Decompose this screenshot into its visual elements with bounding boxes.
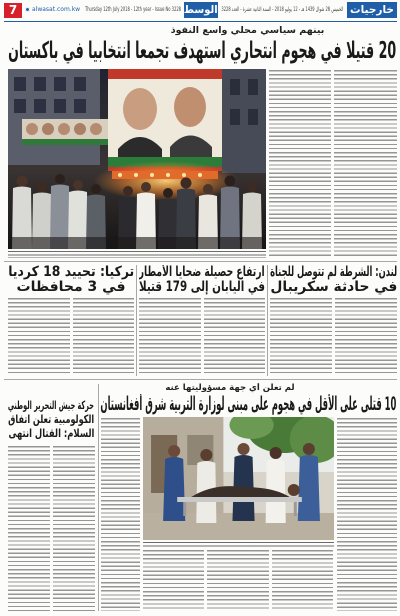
section-divider <box>4 379 397 380</box>
colombia-headline-text: حركة جيش التحرير الوطني <box>8 398 94 412</box>
pakistan-kicker-text: بينهم سياسي محلي واسع النفوذ <box>170 25 325 36</box>
afghanistan-headline-text: 10 قتلى على الأقل في هجوم على مبنى لوزارة التربية شرق أفغانستان <box>100 394 396 415</box>
election-banner <box>108 69 222 171</box>
london-headline-text: في حادثة سكريبال <box>270 280 397 295</box>
section-divider <box>4 261 397 262</box>
japan-body-column <box>204 298 265 376</box>
japan-headline-line <box>139 280 265 295</box>
turkey-body-column <box>73 298 134 376</box>
london-headline-text: لندن: الشرطة لم تتوصل للجناة <box>270 265 397 280</box>
english-date-text: Thursday 12th July 2018 - 12th year - Issue No 3228 <box>85 6 181 13</box>
japan-body-column <box>139 298 201 376</box>
colombia-body-column <box>53 446 95 611</box>
london-body-column <box>335 298 397 376</box>
newspaper-logo-text: الوسط <box>184 4 218 16</box>
turkey-headline-line <box>8 265 134 280</box>
arabic-date-line <box>221 5 343 14</box>
pakistan-kicker <box>150 25 345 37</box>
website-line-content <box>25 5 80 14</box>
pakistan-photo-caption <box>8 251 266 258</box>
section-tab-text: خارجيات <box>350 4 394 16</box>
section-tab <box>347 2 397 18</box>
afghanistan-photo-caption <box>143 542 334 547</box>
london-body-column <box>270 298 332 376</box>
afghanistan-body-column <box>101 418 140 611</box>
colombia-body-column <box>8 446 50 611</box>
afghanistan-kicker-text: لم تعلن أي جهة مسؤوليتها عنه <box>165 383 295 393</box>
building-right <box>222 69 266 173</box>
header-rule <box>4 21 397 22</box>
afghanistan-kicker <box>130 383 330 394</box>
ground <box>8 237 266 249</box>
stage-lights <box>112 171 218 179</box>
column-divider <box>136 265 137 376</box>
colombia-headline-text: السلام: القتال انتهى <box>8 426 94 440</box>
pakistan-headline-text: 20 قتيلا في هجوم انتحاري استهدف تجمعا انتخابيا في باكستان <box>8 38 396 64</box>
pakistan-headline <box>8 37 396 66</box>
website-text: alwasat.com.kw <box>32 6 81 13</box>
arabic-date-text: الخميس 28 شوال 1439 هـ - 12 يوليو 2018 - السنة الثانية عشرة - العدد 3228 <box>221 6 343 13</box>
london-headline-line <box>270 265 397 280</box>
london-headline-line <box>270 280 397 295</box>
column-divider <box>267 265 268 376</box>
japan-headline-text: في اليابان إلى 179 قتيلا <box>139 280 265 295</box>
poster-strip <box>22 119 108 145</box>
building-left <box>8 69 100 165</box>
pakistan-body-column <box>334 70 397 258</box>
japan-headline-text: ارتفاع حصيلة ضحايا الأمطار <box>139 265 265 280</box>
page-number: 7 <box>4 3 22 18</box>
turkey-headline-text: في 3 محافظات <box>16 280 126 295</box>
website-line <box>25 5 83 14</box>
afghanistan-body-column <box>207 550 269 611</box>
colombia-headline-line <box>8 426 94 440</box>
colombia-headline-line <box>8 398 94 412</box>
colombia-headline-text: الكولومبية تعلن اتفاق <box>8 412 94 426</box>
english-date-line <box>85 5 181 14</box>
newspaper-logo <box>184 2 218 18</box>
afghanistan-body-column <box>337 418 397 611</box>
globe-icon <box>25 7 30 12</box>
turkey-body-column <box>8 298 70 376</box>
pakistan-rally-photo <box>8 69 266 249</box>
japan-headline-line <box>139 265 265 280</box>
afghanistan-body-column <box>143 550 204 611</box>
column-divider <box>98 384 99 611</box>
afghanistan-headline <box>100 394 396 415</box>
colombia-headline-line <box>8 412 94 426</box>
pakistan-rally-photo-art <box>8 69 266 249</box>
afghanistan-body-column <box>272 550 333 611</box>
afghanistan-attack-photo-art <box>143 417 334 540</box>
pakistan-body-column <box>269 70 331 258</box>
afghanistan-attack-photo <box>143 417 334 540</box>
turkey-headline-text: تركيا: تحييد 18 كرديا <box>8 265 134 280</box>
turkey-headline-line <box>8 280 134 295</box>
